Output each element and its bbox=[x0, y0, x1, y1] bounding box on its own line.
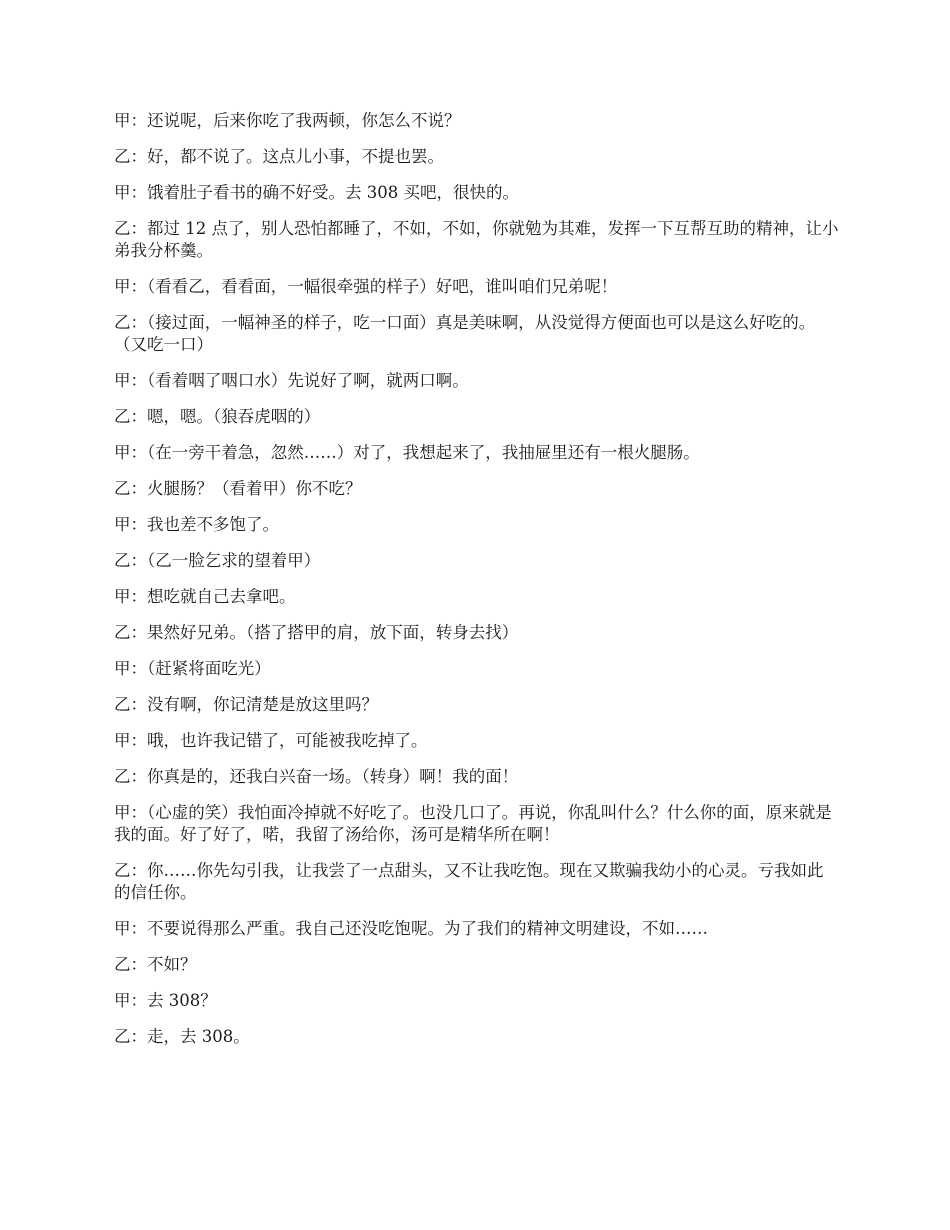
dialogue-line: 乙：火腿肠？（看着甲）你不吃？ bbox=[114, 479, 362, 498]
dialogue-line: 甲：我也差不多饱了。 bbox=[114, 515, 279, 534]
dialogue-line: 甲：（赶紧将面吃光） bbox=[114, 659, 271, 678]
dialogue-line: 乙：嗯，嗯。（狼吞虎咽的） bbox=[114, 407, 321, 426]
dialogue-line: 乙：都过 12 点了，别人恐怕都睡了，不如，不如，你就勉为其难，发挥一下互帮互助的精神，让小弟我分杯羹。 bbox=[114, 219, 839, 260]
dialogue-line: 甲：还说呢，后来你吃了我两顿，你怎么不说？ bbox=[114, 111, 461, 130]
dialogue-line: 甲：不要说得那么严重。我自己还没吃饱呢。为了我们的精神文明建设，不如…… bbox=[114, 919, 708, 938]
dialogue-line: 甲：（在一旁干着急，忽然……）对了，我想起来了，我抽屉里还有一根火腿肠。 bbox=[114, 443, 700, 462]
dialogue-line: 乙：你真是的，还我白兴奋一场。（转身）啊！我的面！ bbox=[114, 767, 519, 786]
dialogue-line: 乙：不如？ bbox=[114, 955, 197, 974]
dialogue-line: 乙：果然好兄弟。（搭了搭甲的肩，放下面，转身去找） bbox=[114, 623, 519, 642]
dialogue-line: 乙：你……你先勾引我，让我尝了一点甜头，又不让我吃饱。现在又欺骗我幼小的心灵。亏我如此的信任你。 bbox=[114, 861, 824, 902]
dialogue-line: 甲：想吃就自己去拿吧。 bbox=[114, 587, 296, 606]
dialogue-line: 甲：饿着肚子看书的确不好受。去 308 买吧，很快的。 bbox=[114, 183, 519, 202]
dialogue-line: 甲：（心虚的笑）我怕面冷掉就不好吃了。也没几口了。再说，你乱叫什么？什么你的面，原来就是我的面。好了好了，喏，我留了汤给你，汤可是精华所在啊！ bbox=[114, 803, 832, 844]
dialogue-line: 乙：没有啊，你记清楚是放这里吗？ bbox=[114, 695, 378, 714]
dialogue-line: 甲：（看看乙，看看面，一幅很牵强的样子）好吧，谁叫咱们兄弟呢！ bbox=[114, 277, 618, 296]
dialogue-body bbox=[114, 110, 839, 1062]
dialogue-line: 乙：走，去 308。 bbox=[114, 1027, 250, 1046]
dialogue-line: 甲：哦，也许我记错了，可能被我吃掉了。 bbox=[114, 731, 428, 750]
dialogue-line: 甲：（看着咽了咽口水）先说好了啊，就两口啊。 bbox=[114, 371, 469, 390]
dialogue-line: 甲：去 308？ bbox=[114, 991, 217, 1010]
dialogue-line: 乙：（接过面，一幅神圣的样子，吃一口面）真是美味啊，从没觉得方便面也可以是这么好吃的。（又吃一口） bbox=[114, 313, 816, 354]
dialogue-line: 乙：好，都不说了。这点儿小事，不提也罢。 bbox=[114, 147, 444, 166]
dialogue-line: 乙：（乙一脸乞求的望着甲） bbox=[114, 551, 321, 570]
